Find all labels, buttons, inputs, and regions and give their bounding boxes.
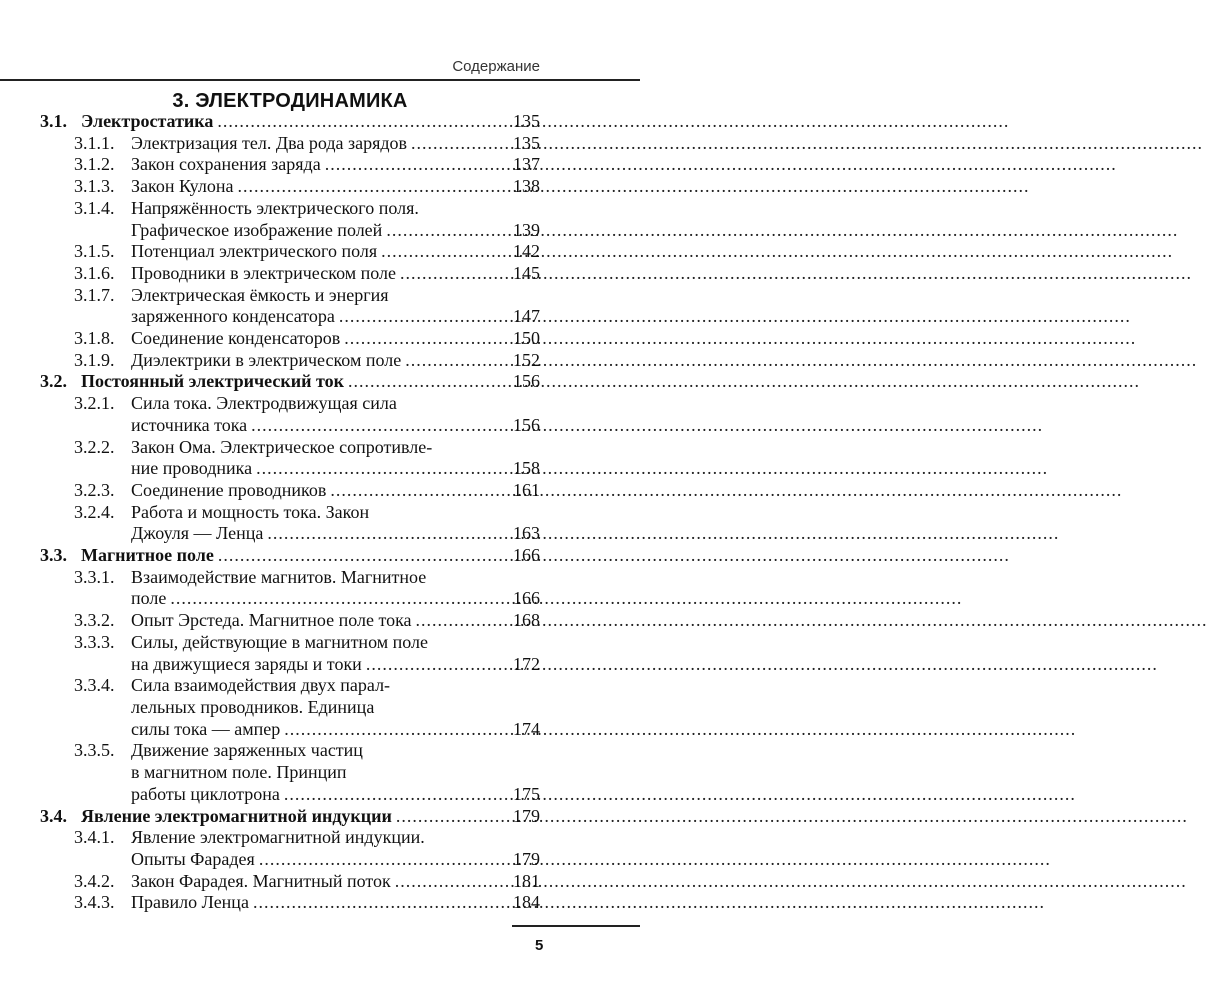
toc-entry-3-1-5[interactable] [40,241,540,263]
toc-entry-3-3-4-cont2[interactable] [40,719,540,741]
toc-number: 3.3.2. [74,610,115,631]
toc-number: 3.3.1. [74,566,115,587]
toc-title: силы тока — ампер [131,718,281,739]
toc-title: Явление электромагнитной индукции [81,805,392,826]
dot-leader [259,849,509,871]
toc-page: 158 [513,458,540,479]
toc-entry-3-1-2[interactable] [40,154,540,176]
toc-page: 166 [513,588,540,609]
toc-entry-3-4-1-cont[interactable] [40,849,540,871]
toc-page: 147 [513,306,540,327]
toc-entry-3-3-3-cont[interactable] [40,654,540,676]
dot-leader [253,892,509,914]
toc-title: Закон Ома. Электрическое сопротивле- [131,436,433,457]
toc-entry-3-1-1[interactable] [40,133,540,155]
toc-title: Закон Фарадея. Магнитный поток [131,870,391,891]
toc-page: 161 [513,479,540,500]
toc-number: 3.1.9. [74,349,115,370]
dot-leader [256,458,509,480]
toc-entry-3-2-3[interactable] [40,480,540,502]
toc-entry-3-3-5-cont2[interactable] [40,784,540,806]
toc-page: 137 [513,154,540,175]
dot-leader [170,588,509,610]
toc-number: 3.4.1. [74,827,115,848]
dot-leader [267,523,509,545]
toc-page: 168 [513,610,540,631]
toc-title: Явление электромагнитной индукции. [131,827,425,848]
toc-page: 156 [513,414,540,435]
toc-title: Сила взаимодействия двух парал- [131,675,391,696]
bottom-rule [512,925,640,927]
toc-title: Джоуля — Ленца [131,523,264,544]
toc-title: Напряжённость электрического поля. [131,197,419,218]
toc-entry-3-3-4[interactable] [40,675,540,697]
dot-leader [339,306,509,328]
dot-leader [416,610,509,632]
toc-number: 3.1.7. [74,284,115,305]
toc-title: Закон сохранения заряда [131,154,321,175]
toc-title: Опыт Эрстеда. Магнитное поле тока [131,610,412,631]
toc-number: 3.4.3. [74,892,115,913]
dot-leader [411,133,509,155]
toc-title: ние проводника [131,458,253,479]
toc-title: работы циклотрона [131,783,280,804]
toc-title: Проводники в электрическом поле [131,262,396,283]
toc-number: 3.4.2. [74,870,115,891]
toc-page: 138 [513,176,540,197]
toc-entry-3-3-1[interactable] [40,567,540,589]
toc-number: 3.1.4. [74,197,115,218]
toc-title: заряженного конденсатора [131,306,335,327]
running-head: Содержание [452,58,540,75]
toc-entry-3-3-1-cont[interactable] [40,588,540,610]
toc-title: источника тока [131,414,248,435]
toc-page: 163 [513,523,540,544]
dot-leader [218,545,509,567]
dot-leader [284,784,509,806]
toc-page: 145 [513,262,540,283]
dot-leader [330,480,509,502]
toc-title: Взаимодействие магнитов. Магнитное [131,566,427,587]
toc-section-3-1[interactable] [40,111,540,133]
toc-entry-3-3-3[interactable] [40,632,540,654]
toc-number: 3.2.3. [74,479,115,500]
toc-title: Электростатика [81,111,214,131]
toc-title: Магнитное поле [81,545,214,566]
toc-entry-3-2-4-cont[interactable] [40,523,540,545]
dot-leader [396,806,509,828]
toc-entry-3-1-4[interactable] [40,198,540,220]
toc-section-3-3[interactable] [40,545,540,567]
toc-entry-3-3-5-cont[interactable] [40,762,540,784]
toc-number: 3.1.1. [74,132,115,153]
toc-title: Закон Кулона [131,176,234,197]
toc-title: Работа и мощность тока. Закон [131,501,370,522]
dot-leader [395,871,509,893]
toc-page: 179 [513,848,540,869]
page-number: 5 [535,937,544,954]
table-of-contents [40,111,540,914]
toc-page: 184 [513,892,540,913]
toc-title: Диэлектрики в электрическом поле [131,349,402,370]
toc-title: Соединение проводников [131,479,327,500]
toc-entry-3-3-2[interactable] [40,610,540,632]
toc-page: 181 [513,870,540,891]
toc-number: 3.4. [40,805,67,826]
toc-title: поле [131,588,167,609]
toc-title: Соединение конденсаторов [131,328,341,349]
toc-entry-3-2-1-cont[interactable] [40,415,540,437]
toc-page: 175 [513,783,540,804]
toc-number: 3.1.8. [74,328,115,349]
toc-entry-3-1-4-cont[interactable] [40,220,540,242]
toc-title: Графическое изображение полей [131,219,383,240]
toc-page: 152 [513,349,540,370]
toc-page: 156 [513,371,540,392]
toc-entry-3-2-2-cont[interactable] [40,458,540,480]
dot-leader [325,154,509,176]
toc-number: 3.1.2. [74,154,115,175]
toc-number: 3.2.4. [74,501,115,522]
toc-number: 3.3. [40,545,67,566]
toc-page: 135 [513,132,540,153]
toc-title: Силы, действующие в магнитном поле [131,631,428,652]
toc-page: 174 [513,718,540,739]
toc-entry-3-1-7[interactable] [40,285,540,307]
toc-entry-3-4-2[interactable] [40,871,540,893]
toc-page: 166 [513,545,540,566]
toc-section-3-4[interactable] [40,806,540,828]
dot-leader [284,719,509,741]
toc-entry-3-1-9[interactable] [40,350,540,372]
toc-entry-3-1-8[interactable] [40,328,540,350]
toc-page: 172 [513,653,540,674]
toc-title: Постоянный электрический ток [81,371,344,392]
toc-entry-3-2-1[interactable] [40,393,540,415]
toc-page: 135 [513,111,540,131]
toc-number: 3.2. [40,371,67,392]
toc-number: 3.3.3. [74,631,115,652]
toc-title: Сила тока. Электродвижущая сила [131,393,397,414]
toc-page: 179 [513,805,540,826]
toc-page: 139 [513,219,540,240]
top-rule [0,79,640,81]
toc-entry-3-1-6[interactable] [40,263,540,285]
dot-leader [400,263,509,285]
toc-entry-3-3-4-cont[interactable] [40,697,540,719]
toc-entry-3-2-2[interactable] [40,437,540,459]
dot-leader [366,654,509,676]
toc-entry-3-4-3[interactable] [40,892,540,914]
toc-entry-3-4-1[interactable] [40,827,540,849]
dot-leader [386,220,509,242]
toc-title: Электрическая ёмкость и энергия [131,284,389,305]
toc-number: 3.1.6. [74,262,115,283]
dot-leader [348,371,509,393]
toc-title: Электризация тел. Два рода зарядов [131,132,408,153]
toc-section-3-2[interactable] [40,371,540,393]
toc-page: 150 [513,328,540,349]
toc-number: 3.3.4. [74,675,115,696]
toc-page: 142 [513,241,540,262]
dot-leader [381,241,509,263]
dot-leader [251,415,509,437]
toc-number: 3.2.1. [74,393,115,414]
toc-title: в магнитном поле. Принцип [131,762,347,783]
toc-number: 3.2.2. [74,436,115,457]
toc-entry-3-1-7-cont[interactable] [40,306,540,328]
toc-title: лельных проводников. Единица [131,696,375,717]
dot-leader [344,328,509,350]
dot-leader [217,111,509,133]
toc-number: 3.1.3. [74,176,115,197]
toc-entry-3-3-5[interactable] [40,740,540,762]
toc-title: Потенциал электрического поля [131,241,378,262]
toc-entry-3-2-4[interactable] [40,502,540,524]
toc-title: Движение заряженных частиц [131,740,363,761]
toc-number: 3.3.5. [74,740,115,761]
toc-number: 3.1.5. [74,241,115,262]
toc-title: Опыты Фарадея [131,848,255,869]
toc-entry-3-1-3[interactable] [40,176,540,198]
dot-leader [237,176,509,198]
dot-leader [405,350,509,372]
chapter-title: 3. ЭЛЕКТРОДИНАМИКА [172,90,408,112]
toc-number: 3.1. [40,111,67,131]
toc-title: Правило Ленца [131,892,249,913]
toc-title: на движущиеся заряды и токи [131,653,362,674]
